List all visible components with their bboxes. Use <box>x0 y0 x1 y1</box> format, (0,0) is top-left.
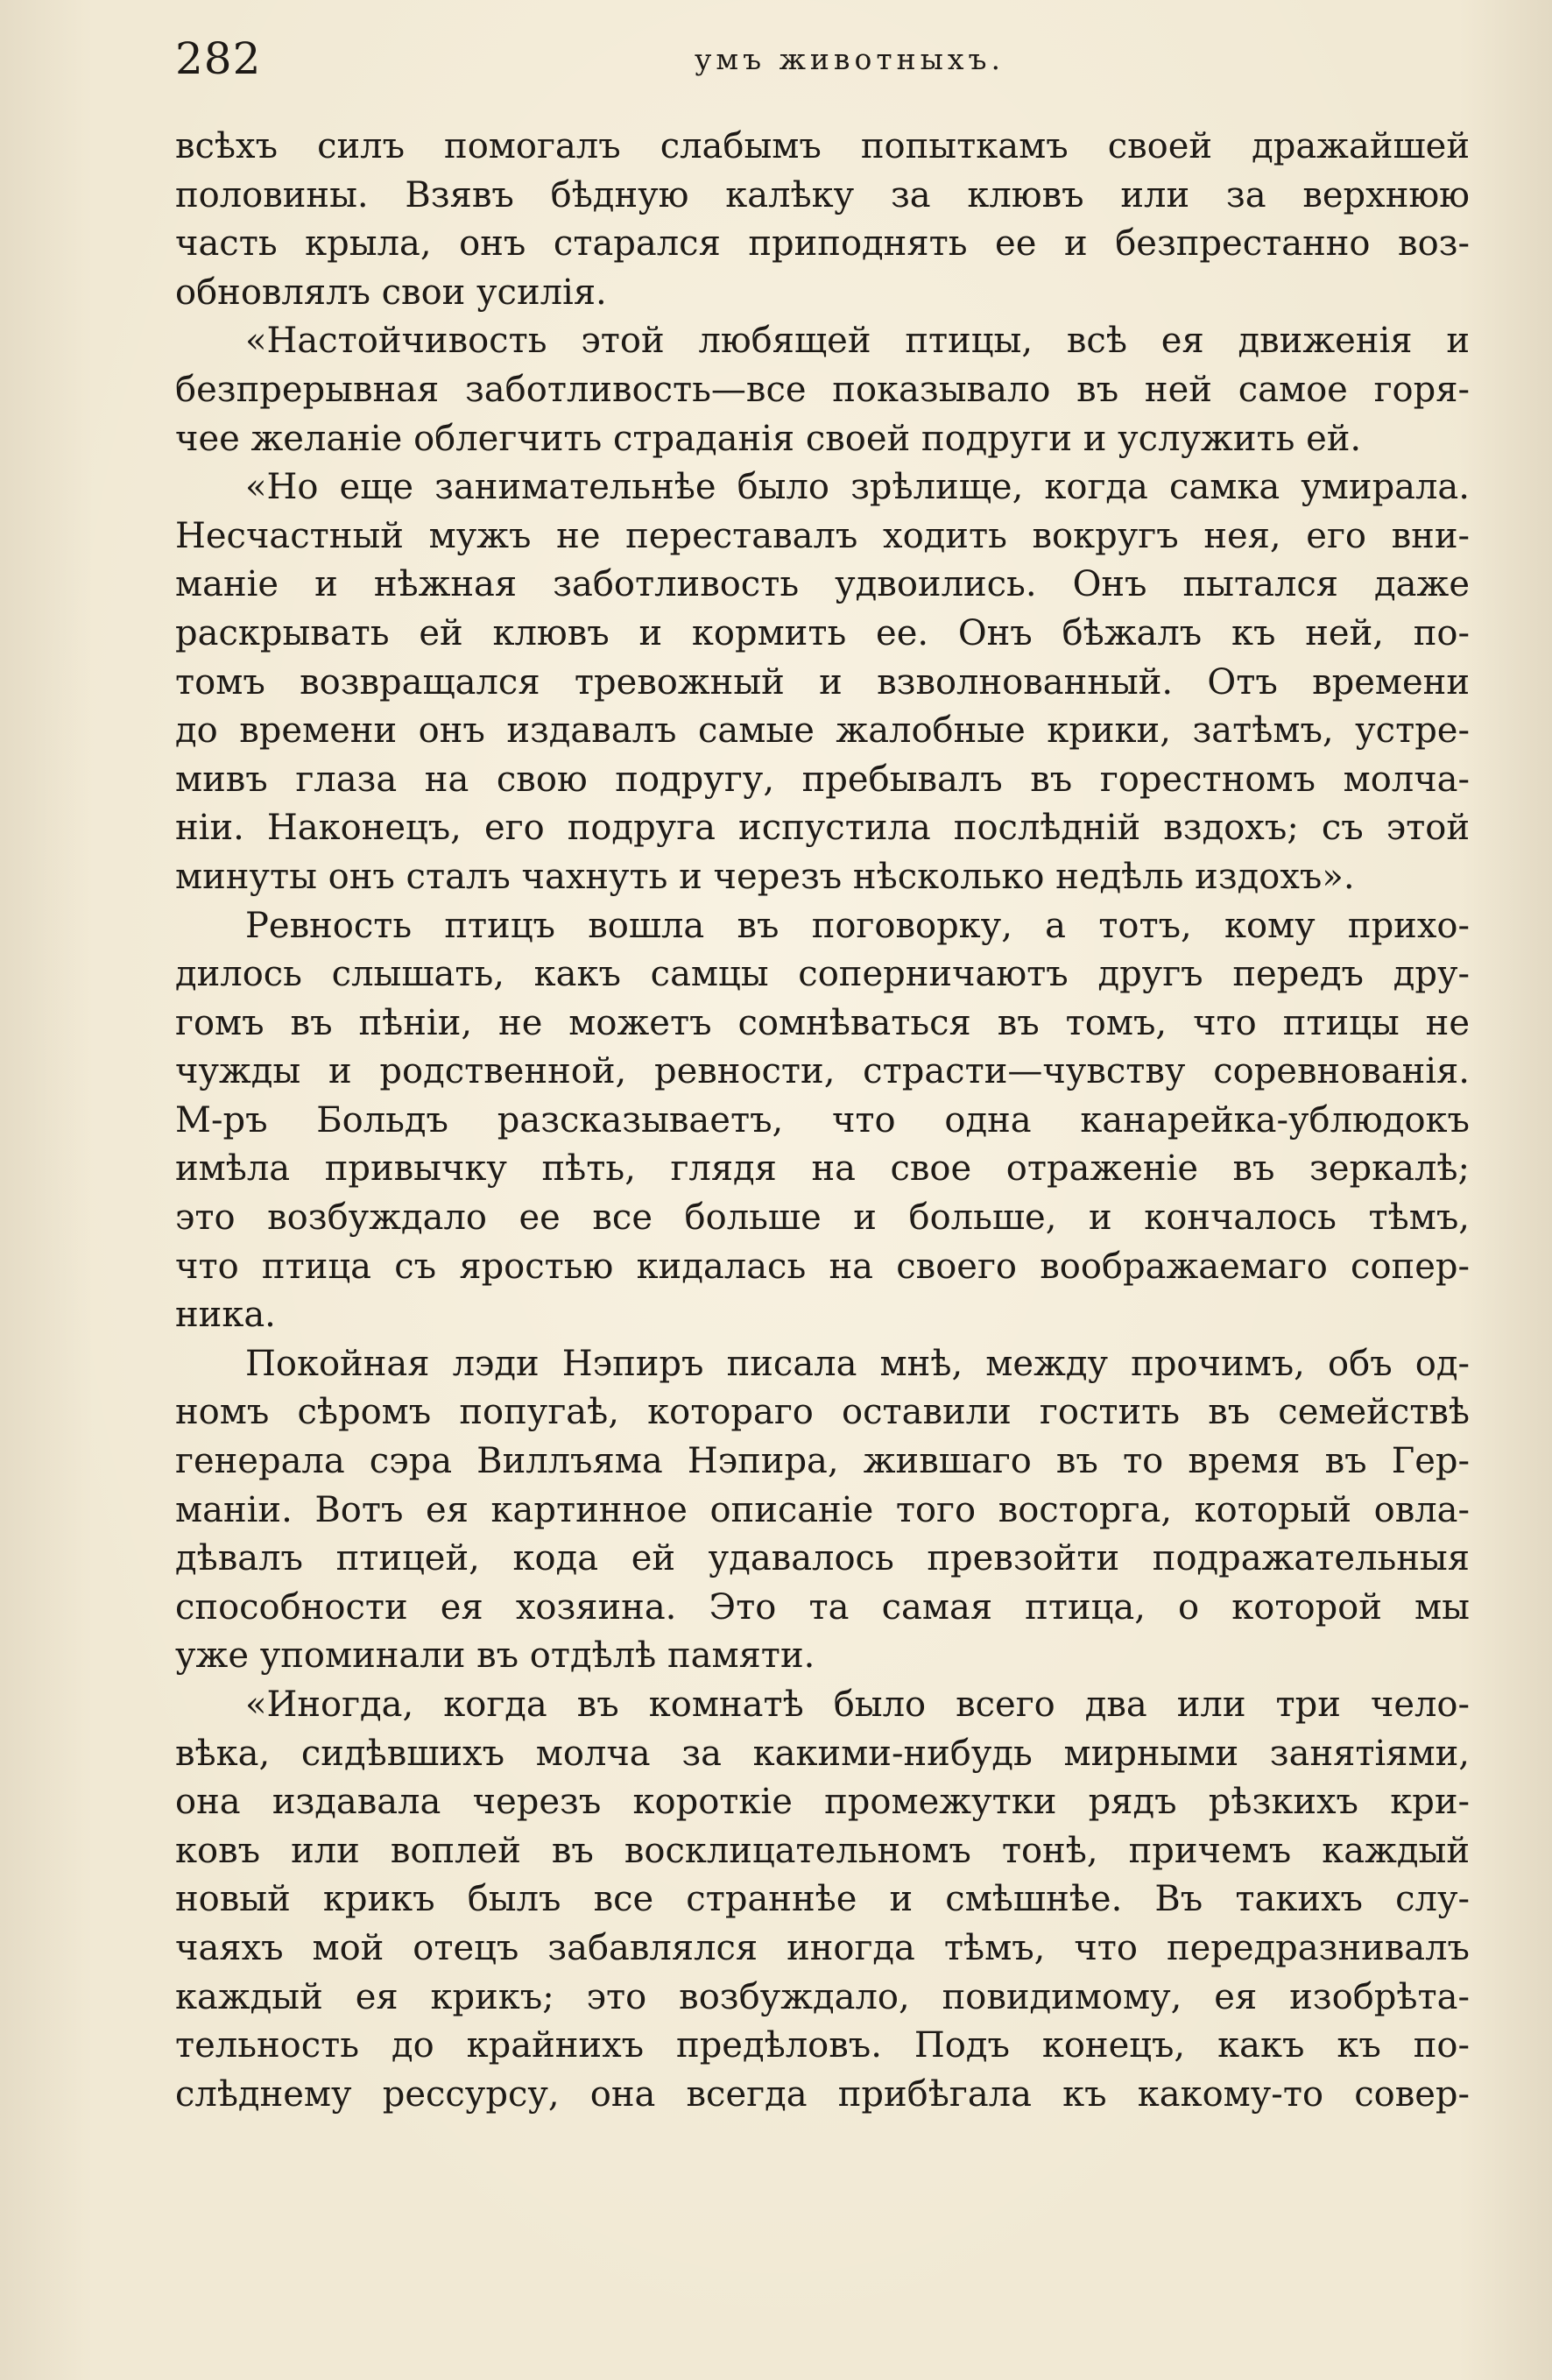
text-line: ковъ или воплей въ восклицательномъ тонѣ, причемъ каждый <box>175 1830 1470 1871</box>
text-line: до времени онъ издавалъ самые жалобные крики, затѣмъ, устре- <box>175 710 1470 752</box>
text-line: маніе и нѣжная заботливость удвоились. Онъ пытался даже <box>175 564 1470 605</box>
text-line: мивъ глаза на свою подругу, пребывалъ въ горестномъ молча- <box>175 759 1470 800</box>
text-line: обновлялъ свои усилія. <box>175 272 607 313</box>
text-line: номъ сѣромъ попугаѣ, котораго оставили гостить въ семействѣ <box>175 1392 1470 1433</box>
text-line: каждый ея крикъ; это возбуждало, повидимому, ея изобрѣта- <box>175 1976 1470 2017</box>
text-line: чаяхъ мой отецъ забавлялся иногда тѣмъ, что передразнивалъ <box>175 1927 1470 1968</box>
text-line: минуты онъ сталъ чахнуть и черезъ нѣсколько недѣль издохъ». <box>175 856 1355 897</box>
text-line: генерала сэра Виллъяма Нэпира, жившаго въ то время въ Гер- <box>175 1441 1470 1482</box>
text-line: ника. <box>175 1295 276 1336</box>
text-line: Покойная лэди Нэпиръ писала мнѣ, между прочимъ, объ од- <box>245 1343 1470 1384</box>
text-line: «Но еще занимательнѣе было зрѣлище, когда самка умирала. <box>245 467 1470 508</box>
body-text <box>175 123 1470 2119</box>
text-line: томъ возвращался тревожный и взволнованный. Отъ времени <box>175 661 1470 703</box>
text-line: чужды и родственной, ревности, страсти—чувству соревнованія. <box>175 1051 1470 1092</box>
text-line: она издавала черезъ короткіе промежутки рядъ рѣзкихъ кри- <box>175 1782 1470 1823</box>
text-line: чее желаніе облегчить страданія своей подруги и услужить ей. <box>175 418 1362 459</box>
text-line: Несчастный мужъ не переставалъ ходить вокругъ нея, его вни- <box>175 515 1470 556</box>
text-line: всѣхъ силъ помогалъ слабымъ попыткамъ своей дражайшей <box>175 126 1470 166</box>
text-line: способности ея хозяина. Это та самая птица, о которой мы <box>175 1586 1470 1628</box>
text-line: М-ръ Больдъ разсказываетъ, что одна канарейка-ублюдокъ <box>175 1099 1470 1141</box>
page-header <box>175 33 1463 95</box>
text-line: дилось слышать, какъ самцы соперничаютъ другъ передъ дру- <box>175 954 1470 995</box>
text-line: это возбуждало ее все больше и больше, и кончалось тѣмъ, <box>175 1197 1470 1239</box>
text-line: безпрерывная заботливость—все показывало въ ней самое горя- <box>175 369 1470 410</box>
text-line: раскрывать ей клювъ и кормить ее. Онъ бѣжалъ къ ней, по- <box>175 612 1470 653</box>
text-line: Ревность птицъ вошла въ поговорку, а тотъ, кому прихо- <box>245 905 1470 946</box>
text-line: имѣла привычку пѣть, глядя на свое отраженіе въ зеркалѣ; <box>175 1148 1470 1190</box>
text-line: вѣка, сидѣвшихъ молча за какими-нибудь мирными занятіями, <box>175 1733 1470 1774</box>
text-line: тельность до крайнихъ предѣловъ. Подъ конецъ, какъ къ по- <box>175 2025 1470 2066</box>
text-line: новый крикъ былъ все страннѣе и смѣшнѣе. Въ такихъ слу- <box>175 1879 1470 1920</box>
text-line: гомъ въ пѣніи, не можетъ сомнѣваться въ томъ, что птицы не <box>175 1002 1470 1043</box>
text-line: уже упоминали въ отдѣлѣ памяти. <box>175 1635 815 1677</box>
text-line: маніи. Вотъ ея картинное описаніе того восторга, который овла- <box>175 1489 1470 1530</box>
running-head: умъ животныхъ. <box>695 42 1005 76</box>
text-line: слѣднему рессурсу, она всегда прибѣгала къ какому-то совер- <box>175 2073 1470 2115</box>
text-line: ніи. Наконецъ, его подруга испустила послѣдній вздохъ; съ этой <box>175 808 1470 849</box>
text-line: половины. Взявъ бѣдную калѣку за клювъ или за верхнюю <box>175 174 1470 215</box>
text-line: что птица съ яростью кидалась на своего воображаемаго сопер- <box>175 1246 1470 1287</box>
text-line: часть крыла, онъ старался приподнять ее и безпрестанно воз- <box>175 223 1470 265</box>
text-line: «Иногда, когда въ комнатѣ было всего два или три чело- <box>245 1684 1470 1725</box>
text-line: дѣвалъ птицей, кода ей удавалось превзойти подражательныя <box>175 1538 1470 1579</box>
text-line: «Настойчивость этой любящей птицы, всѣ ея движенія и <box>245 321 1470 362</box>
page-number: 282 <box>175 33 262 84</box>
